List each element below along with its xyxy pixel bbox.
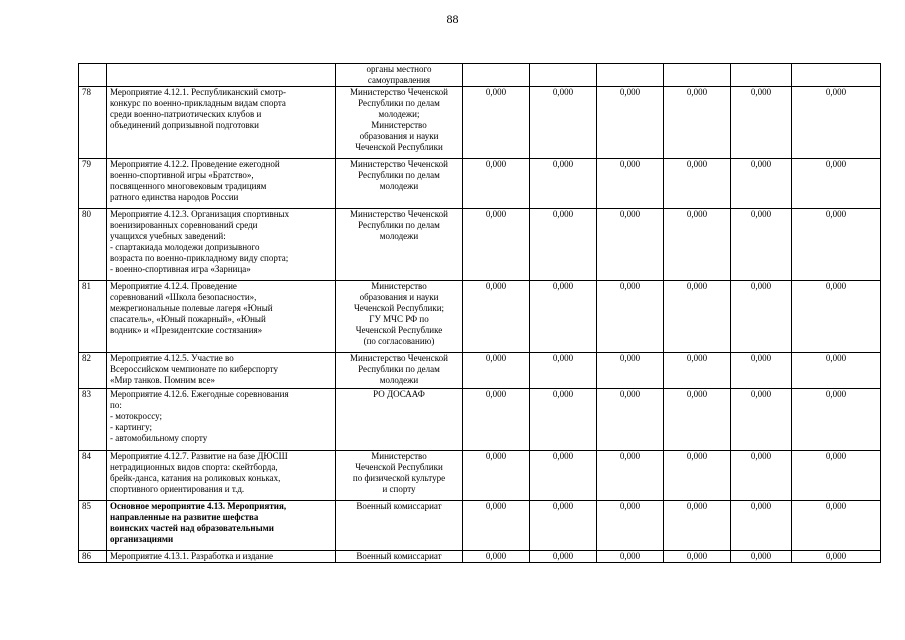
row-executor-line: Министерство Чеченской: [350, 159, 448, 169]
row-executor-line: Республики по делам: [358, 364, 440, 374]
row-name-line: направленные на развитие шефства: [110, 512, 259, 522]
row-number: 79: [79, 159, 107, 209]
row-value: 0,000: [731, 551, 792, 563]
row-value: 0,000: [597, 209, 664, 281]
row-name-line: возраста по военно-прикладному виду спорта;: [110, 253, 289, 263]
row-value: 0,000: [731, 451, 792, 501]
row-executor: [336, 389, 463, 451]
table-row: [79, 159, 881, 209]
row-name-line: - мотокроссу;: [110, 411, 162, 421]
row-executor-line: образования и науки: [359, 292, 439, 302]
row-value: 0,000: [530, 209, 597, 281]
row-value: 0,000: [731, 209, 792, 281]
row-value: 0,000: [664, 389, 731, 451]
row-value: 0,000: [792, 353, 881, 389]
table-row: [79, 87, 881, 159]
row-name: [107, 64, 336, 87]
row-name: [107, 353, 336, 389]
row-number: 80: [79, 209, 107, 281]
row-name-line: учащихся учебных заведений:: [110, 231, 226, 241]
row-name-line: - автомобильному спорту: [110, 433, 208, 443]
row-value: 0,000: [597, 389, 664, 451]
row-executor-line: Министерство: [371, 281, 427, 291]
row-value: 0,000: [664, 353, 731, 389]
row-executor-line: молодежи;: [378, 109, 420, 119]
row-name-line: нетрадиционных видов спорта: скейтборда,: [110, 462, 278, 472]
row-executor: [336, 501, 463, 551]
row-value: 0,000: [792, 501, 881, 551]
row-executor-line: молодежи: [379, 375, 419, 385]
row-name-line: среди военно-патриотических клубов и: [110, 109, 262, 119]
table-body: [79, 64, 881, 563]
row-name-line: межрегиональные полевые лагеря «Юный: [110, 303, 273, 313]
row-value: [530, 64, 597, 87]
page-number: 88: [446, 12, 459, 26]
row-name-line: посвященного многовековым традициям: [110, 181, 267, 191]
row-name-line: «Мир танков. Помним все»: [110, 375, 215, 385]
row-name-line: военизированных соревнований среди: [110, 220, 258, 230]
row-value: 0,000: [597, 159, 664, 209]
row-name-line: Мероприятие 4.12.1. Республиканский смотр-: [110, 87, 287, 97]
row-executor: [336, 159, 463, 209]
row-name: [107, 389, 336, 451]
row-name-line: военно-спортивной игры «Братство»,: [110, 170, 254, 180]
row-executor-line: РО ДОСААФ: [373, 389, 425, 399]
table-row: [79, 281, 881, 353]
row-name-line: - спартакиада молодежи допризывного: [110, 242, 260, 252]
table-row: [79, 551, 881, 563]
row-value: 0,000: [792, 159, 881, 209]
row-value: 0,000: [664, 209, 731, 281]
row-name-line: спасатель», «Юный пожарный», «Юный: [110, 314, 266, 324]
row-executor-line: самоуправления: [367, 75, 431, 85]
row-name-line: Мероприятие 4.12.6. Ежегодные соревнования: [110, 389, 289, 399]
row-value: 0,000: [731, 87, 792, 159]
row-value: [463, 64, 530, 87]
table-row-continuation: [79, 64, 881, 87]
row-value: 0,000: [597, 551, 664, 563]
row-executor-line: Чеченской Республики;: [353, 303, 445, 313]
row-executor-line: образования и науки: [359, 131, 439, 141]
row-value: 0,000: [530, 389, 597, 451]
row-value: 0,000: [597, 281, 664, 353]
row-value: 0,000: [530, 501, 597, 551]
row-executor-line: Чеченской Республики: [355, 142, 443, 152]
row-value: 0,000: [792, 451, 881, 501]
row-value: 0,000: [463, 209, 530, 281]
row-executor-line: Министерство Чеченской: [350, 87, 448, 97]
row-name-line: - военно-спортивная игра «Зарница»: [110, 264, 251, 274]
row-name-line: Мероприятие 4.12.7. Развитие на базе ДЮСШ: [110, 451, 288, 461]
row-executor-line: молодежи: [379, 181, 419, 191]
row-name: [107, 551, 336, 563]
row-name-line: соревнований «Школа безопасности»,: [110, 292, 257, 302]
row-name-line: воинских частей над образовательными: [110, 523, 274, 533]
row-executor: [336, 209, 463, 281]
row-number: [79, 64, 107, 87]
row-executor-line: молодежи: [379, 231, 419, 241]
row-name: [107, 281, 336, 353]
row-executor-line: и спорту: [382, 484, 416, 494]
row-value: 0,000: [731, 159, 792, 209]
row-name-line: брейк-данса, катания на роликовых коньках,: [110, 473, 281, 483]
row-value: 0,000: [597, 501, 664, 551]
row-executor-line: Республики по делам: [358, 220, 440, 230]
row-value: [597, 64, 664, 87]
row-number: 85: [79, 501, 107, 551]
row-name-line: водник» и «Президентские состязания»: [110, 325, 263, 335]
table-row: [79, 209, 881, 281]
row-executor-line: Военный комиссариат: [356, 501, 442, 511]
row-value: 0,000: [463, 159, 530, 209]
row-value: 0,000: [664, 281, 731, 353]
row-executor: [336, 64, 463, 87]
row-value: 0,000: [731, 501, 792, 551]
row-name-line: Всероссийском чемпионате по киберспорту: [110, 364, 278, 374]
table-row: [79, 501, 881, 551]
row-executor: [336, 87, 463, 159]
row-value: 0,000: [731, 281, 792, 353]
row-name-line: Мероприятие 4.12.3. Организация спортивных: [110, 209, 290, 219]
row-executor: [336, 353, 463, 389]
row-executor-line: Чеченской Республики: [355, 462, 443, 472]
row-value: 0,000: [530, 87, 597, 159]
row-name-line: по:: [110, 400, 122, 410]
row-value: 0,000: [792, 87, 881, 159]
row-name: [107, 87, 336, 159]
row-value: 0,000: [530, 281, 597, 353]
row-value: 0,000: [463, 451, 530, 501]
row-executor: [336, 451, 463, 501]
row-value: [731, 64, 792, 87]
row-executor: [336, 281, 463, 353]
row-value: [792, 64, 881, 87]
row-name-line: Мероприятие 4.12.2. Проведение ежегодной: [110, 159, 280, 169]
row-name-line: Мероприятие 4.12.4. Проведение: [110, 281, 237, 291]
row-value: 0,000: [463, 501, 530, 551]
row-executor-line: Министерство Чеченской: [350, 209, 448, 219]
row-name-line: Мероприятие 4.13.1. Разработка и издание: [110, 551, 274, 561]
row-value: 0,000: [731, 353, 792, 389]
row-value: 0,000: [463, 281, 530, 353]
row-value: 0,000: [792, 209, 881, 281]
row-value: 0,000: [664, 501, 731, 551]
row-name: [107, 501, 336, 551]
row-name-line: Мероприятие 4.12.5. Участие во: [110, 353, 234, 363]
row-executor-line: органы местного: [366, 64, 432, 74]
row-number: 86: [79, 551, 107, 563]
row-executor-line: Министерство: [371, 451, 427, 461]
row-executor-line: Министерство: [371, 120, 427, 130]
row-value: 0,000: [463, 551, 530, 563]
row-value: 0,000: [597, 451, 664, 501]
row-name: [107, 209, 336, 281]
row-executor-line: по физической культуре: [352, 473, 446, 483]
table-row: [79, 389, 881, 451]
row-name-line: - картингу;: [110, 422, 152, 432]
row-value: 0,000: [664, 551, 731, 563]
row-name: [107, 159, 336, 209]
row-value: 0,000: [731, 389, 792, 451]
row-value: 0,000: [792, 551, 881, 563]
row-value: 0,000: [597, 87, 664, 159]
table-row: [79, 451, 881, 501]
row-number: 83: [79, 389, 107, 451]
row-value: 0,000: [530, 353, 597, 389]
row-name-line: ратного единства народов России: [110, 192, 239, 202]
row-value: 0,000: [530, 451, 597, 501]
row-executor-line: ГУ МЧС РФ по: [369, 314, 429, 324]
row-name-line: конкурс по военно-прикладным видам спорта: [110, 98, 286, 108]
row-name-line: объединений допризывной подготовки: [110, 120, 259, 130]
row-value: 0,000: [463, 87, 530, 159]
row-value: 0,000: [597, 353, 664, 389]
row-value: 0,000: [530, 159, 597, 209]
row-executor-line: Республики по делам: [358, 170, 440, 180]
row-executor: [336, 551, 463, 563]
row-executor-line: Военный комиссариат: [356, 551, 442, 561]
row-value: 0,000: [463, 353, 530, 389]
row-value: 0,000: [530, 551, 597, 563]
row-executor-line: Чеченской Республике: [355, 325, 443, 335]
row-value: 0,000: [664, 87, 731, 159]
table-row: [79, 353, 881, 389]
row-executor-line: Республики по делам: [358, 98, 440, 108]
row-number: 82: [79, 353, 107, 389]
row-number: 78: [79, 87, 107, 159]
row-value: 0,000: [463, 389, 530, 451]
row-value: 0,000: [664, 451, 731, 501]
row-executor-line: (по согласованию): [363, 336, 435, 346]
row-name: [107, 451, 336, 501]
row-number: 84: [79, 451, 107, 501]
row-value: [664, 64, 731, 87]
row-executor-line: Министерство Чеченской: [350, 353, 448, 363]
row-value: 0,000: [792, 389, 881, 451]
row-name-line: организациями: [110, 534, 174, 544]
row-value: 0,000: [664, 159, 731, 209]
row-name-line: спортивного ориентирования и т.д.: [110, 484, 245, 494]
program-table: [78, 63, 881, 563]
row-value: 0,000: [792, 281, 881, 353]
row-number: 81: [79, 281, 107, 353]
row-name-line: Основное мероприятие 4.13. Мероприятия,: [110, 501, 287, 511]
